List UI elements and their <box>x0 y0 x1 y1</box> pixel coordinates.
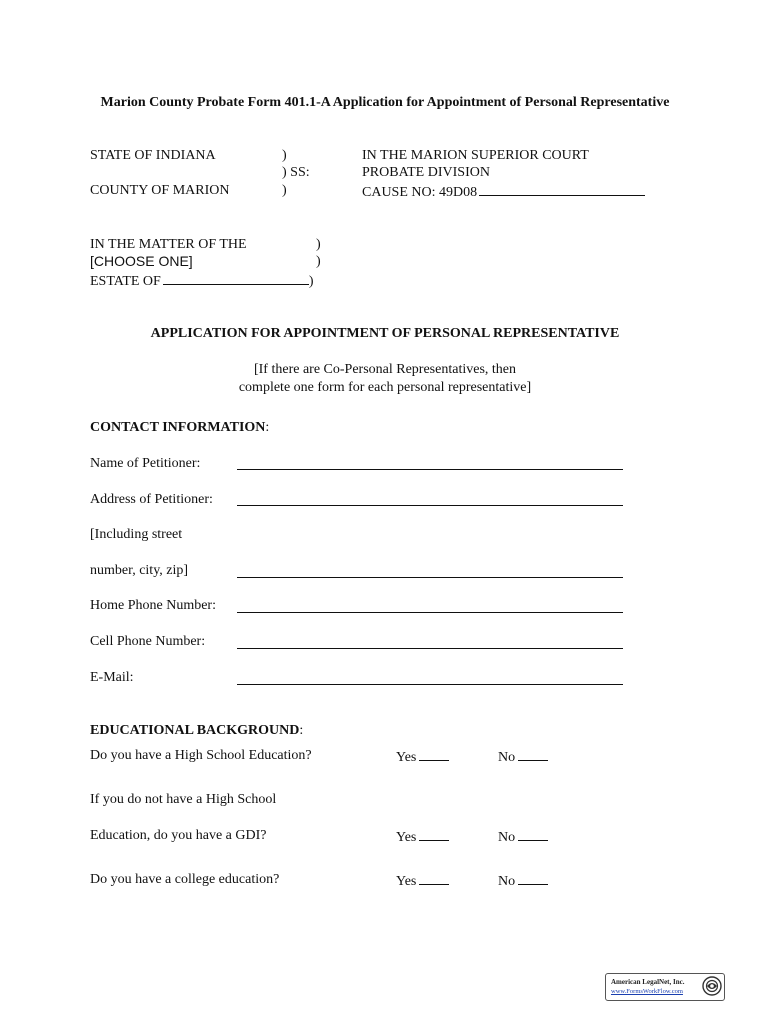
college-yes-field[interactable] <box>419 872 449 885</box>
ss-label: ) SS: <box>282 165 310 180</box>
high-school-yes-field[interactable] <box>419 748 449 761</box>
gdi-no <box>498 828 548 846</box>
home-phone-label: Home Phone Number: <box>90 598 216 613</box>
cell-phone-field[interactable] <box>237 648 623 649</box>
cause-number-field[interactable] <box>479 183 645 196</box>
home-phone-field[interactable] <box>237 612 623 613</box>
petitioner-name-label: Name of Petitioner: <box>90 456 201 471</box>
estate-name-field[interactable] <box>163 272 309 285</box>
contact-heading <box>90 420 269 436</box>
address-hint-line1: [Including street <box>90 527 183 542</box>
address-hint-line2: number, city, zip] <box>90 563 189 578</box>
matter-paren: ) <box>316 254 321 269</box>
gdi-no-field[interactable] <box>518 828 548 841</box>
yes-label: Yes <box>396 750 417 765</box>
choose-one-select[interactable] <box>90 253 193 271</box>
email-label: E-Mail: <box>90 670 134 685</box>
high-school-question: Do you have a High School Education? <box>90 748 312 763</box>
contact-heading-colon: : <box>265 420 270 435</box>
gdi-question-line2: Education, do you have a GDI? <box>90 828 267 843</box>
state-label: STATE OF INDIANA <box>90 148 216 163</box>
education-heading <box>90 723 303 739</box>
logo-company-name: American LegalNet, Inc. <box>611 978 685 986</box>
petitioner-address-label: Address of Petitioner: <box>90 492 213 507</box>
high-school-no <box>498 748 548 766</box>
college-no <box>498 872 548 890</box>
education-heading-text: EDUCATIONAL BACKGROUND <box>90 723 300 738</box>
high-school-no-field[interactable] <box>518 748 548 761</box>
co-rep-note-line2: complete one form for each personal representative] <box>238 380 532 395</box>
court-label: IN THE MARION SUPERIOR COURT <box>362 148 589 163</box>
estate-of-label: ESTATE OF <box>90 274 161 289</box>
application-heading: APPLICATION FOR APPOINTMENT OF PERSONAL REPRESENTATIVE <box>150 326 620 341</box>
matter-label: IN THE MATTER OF THE <box>90 237 247 249</box>
education-heading-colon: : <box>299 723 304 738</box>
email-field[interactable] <box>237 684 623 685</box>
county-label: COUNTY OF MARION <box>90 183 230 198</box>
college-question: Do you have a college education? <box>90 872 280 887</box>
yes-label: Yes <box>396 830 417 845</box>
estate-of-line <box>90 272 314 290</box>
american-legalnet-logo <box>605 973 725 1001</box>
college-no-field[interactable] <box>518 872 548 885</box>
contact-heading-text: CONTACT INFORMATION <box>90 420 266 435</box>
caption-paren: ) <box>282 148 287 163</box>
globe-seal-icon <box>702 976 722 996</box>
petitioner-address-field-2[interactable] <box>237 577 623 578</box>
cell-phone-label: Cell Phone Number: <box>90 634 206 649</box>
form-title: Marion County Probate Form 401.1-A Application for Appointment of Personal Representative <box>100 95 670 110</box>
gdi-yes <box>396 828 449 846</box>
no-label: No <box>498 874 516 889</box>
yes-label: Yes <box>396 874 417 889</box>
division-label: PROBATE DIVISION <box>362 165 490 180</box>
petitioner-address-field[interactable] <box>237 505 623 506</box>
matter-paren: ) <box>316 237 321 252</box>
high-school-yes <box>396 748 449 766</box>
cause-label: CAUSE NO: 49D08 <box>362 185 478 200</box>
gdi-yes-field[interactable] <box>419 828 449 841</box>
matter-paren: ) <box>308 274 314 289</box>
choose-one-label: [CHOOSE ONE] <box>90 253 193 269</box>
caption-paren: ) <box>282 183 287 198</box>
cause-number <box>362 183 645 201</box>
gdi-question-line1: If you do not have a High School <box>90 792 277 807</box>
petitioner-name-field[interactable] <box>237 469 623 470</box>
no-label: No <box>498 830 516 845</box>
co-rep-note-line1: [If there are Co-Personal Representatives, then <box>253 362 516 377</box>
no-label: No <box>498 750 516 765</box>
logo-url-link[interactable]: www.FormsWorkFlow.com <box>611 988 683 995</box>
college-yes <box>396 872 449 890</box>
